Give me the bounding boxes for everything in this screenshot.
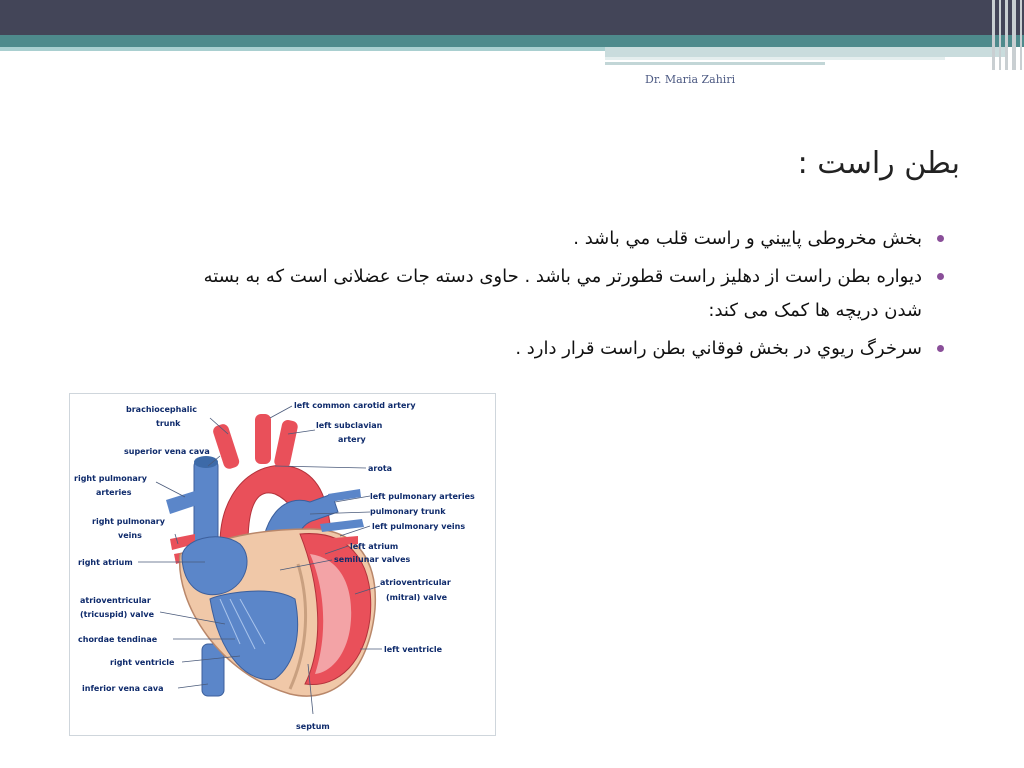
bullet-text: ديواره بطن راست از دهليز راست قطورتر مي باشد . حاوی دسته جات عضلانی است که به بسته شدن دریچه ها کمک می کند: <box>203 266 922 321</box>
header-light-strip <box>0 47 605 51</box>
label-left-subclavian: left subclavian <box>316 421 383 430</box>
label-tricuspid-valve: (tricuspid) valve <box>80 610 154 619</box>
label-right-atrium: right atrium <box>78 558 133 567</box>
header-step-2 <box>605 57 945 60</box>
label-atrioventricular-1: atrioventricular <box>80 596 151 605</box>
label-right-pulmonary-veins-2: veins <box>118 531 142 540</box>
bullet-text: بخش مخروطی پاييني و راست قلب مي باشد . <box>573 228 922 249</box>
header-dark-band <box>0 0 1024 35</box>
bullet-dot-icon <box>937 345 944 352</box>
bullet-item <box>202 260 922 328</box>
label-right-pulmonary-arteries-2: arteries <box>96 488 132 497</box>
label-semilunar-valves: semilunar valves <box>334 555 411 564</box>
author-name: Dr. Maria Zahiri <box>645 73 736 86</box>
label-pulmonary-trunk: pulmonary trunk <box>370 507 446 516</box>
label-left-atrium: left atrium <box>350 542 399 551</box>
bullet-item <box>202 332 922 366</box>
bullet-text: سرخرگ ريوي در بخش فوقاني بطن راست قرار دارد . <box>515 338 922 359</box>
bullet-dot-icon <box>937 273 944 280</box>
bullet-list <box>202 222 922 370</box>
label-superior-vena-cava: superior vena cava <box>124 447 210 456</box>
heart-diagram <box>69 393 496 736</box>
label-right-pulmonary-arteries-1: right pulmonary <box>74 474 147 483</box>
label-mitral-valve: (mitral) valve <box>386 593 448 602</box>
header-step-3 <box>605 62 825 65</box>
header-teal-band <box>0 35 1024 47</box>
label-septum: septum <box>296 722 330 731</box>
label-left-pulmonary-veins: left pulmonary veins <box>372 522 466 531</box>
label-artery: artery <box>338 435 366 444</box>
label-left-ventricle: left ventricle <box>384 645 443 654</box>
label-trunk: trunk <box>156 419 181 428</box>
label-brachiocephalic: brachiocephalic <box>126 405 197 414</box>
bullet-item <box>202 222 922 256</box>
slide-title: بطن راست : <box>797 146 960 181</box>
label-atrioventricular-2: atrioventricular <box>380 578 451 587</box>
bullet-dot-icon <box>937 235 944 242</box>
label-arota: arota <box>368 464 393 473</box>
label-right-ventricle: right ventricle <box>110 658 175 667</box>
label-left-common-carotid-artery: left common carotid artery <box>294 401 416 410</box>
header-step-1 <box>605 47 1005 57</box>
label-left-pulmonary-arteries: left pulmonary arteries <box>370 492 475 501</box>
label-chordae-tendinae: chordae tendinae <box>78 635 158 644</box>
label-inferior-vena-cava: inferior vena cava <box>82 684 164 693</box>
header-right-rails <box>990 0 1024 70</box>
label-right-pulmonary-veins-1: right pulmonary <box>92 517 165 526</box>
